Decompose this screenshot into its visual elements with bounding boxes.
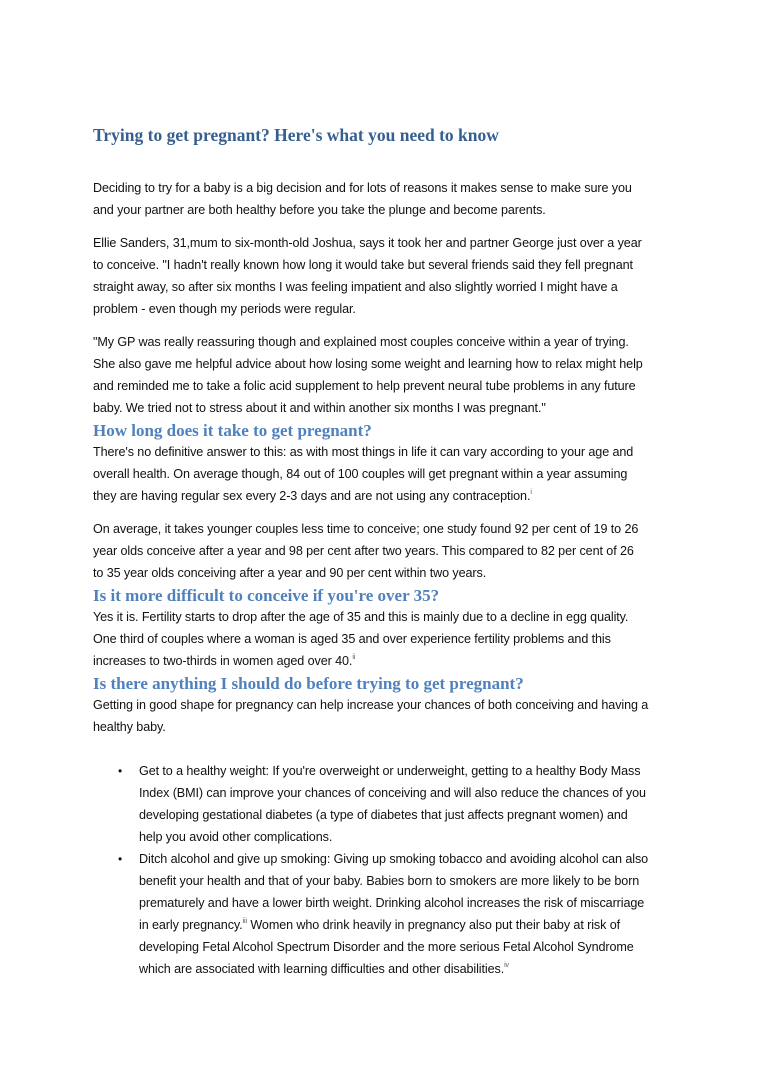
bullet-icon: • xyxy=(118,852,123,866)
list-item xyxy=(118,848,693,980)
text-line xyxy=(139,958,693,980)
line-text: There's no definitive answer to this: as with most things in life it can vary according to your age and xyxy=(93,445,634,459)
paragraph xyxy=(93,441,693,507)
line-text: and reminded me to take a folic acid supplement to help prevent neural tube problems in any future xyxy=(93,379,636,393)
text-line xyxy=(93,628,693,650)
text-line xyxy=(93,562,693,584)
paragraph xyxy=(93,232,693,320)
document-page xyxy=(93,124,693,980)
line-text: prematurely and have a lower birth weight. Drinking alcohol increases the risk of miscarriage xyxy=(139,896,645,910)
paragraph xyxy=(93,518,693,584)
footnote-reference: ii xyxy=(352,654,356,661)
text-line xyxy=(139,826,693,848)
text-line xyxy=(93,331,693,353)
footnote-reference: iv xyxy=(504,962,509,969)
footnote-reference: iii xyxy=(242,918,247,925)
text-line xyxy=(93,353,693,375)
text-line xyxy=(93,716,693,738)
bullet-icon: • xyxy=(118,764,123,778)
section-heading: Is it more difficult to conceive if you're over 35? xyxy=(93,586,440,605)
text-line xyxy=(93,463,693,485)
line-text: developing gestational diabetes (a type of diabetes that just affects pregnant women) and xyxy=(139,808,628,822)
document-body xyxy=(93,177,693,980)
line-text: On average, it takes younger couples less time to conceive; one study found 92 per cent of 19 to 26 xyxy=(93,522,639,536)
list-item xyxy=(118,760,693,848)
text-line xyxy=(139,936,693,958)
text-line xyxy=(139,892,693,914)
line-text: to 35 year olds conceiving after a year and 90 per cent within two years. xyxy=(93,566,487,580)
line-text: increases to two-thirds in women aged over 40. xyxy=(93,654,353,668)
text-line xyxy=(93,298,693,320)
text-line xyxy=(93,254,693,276)
line-text: benefit your health and that of your baby. Babies born to smokers are more likely to be born xyxy=(139,874,640,888)
line-text: Deciding to try for a baby is a big decision and for lots of reasons it makes sense to make sure you xyxy=(93,181,632,195)
line-text: which are associated with learning difficulties and other disabilities. xyxy=(139,962,505,976)
bullet-list xyxy=(93,760,693,980)
text-line xyxy=(139,760,693,782)
paragraph xyxy=(93,606,693,672)
text-line xyxy=(93,485,693,507)
line-text: straight away, so after six months I was feeling impatient and also slightly worried I might have a xyxy=(93,280,618,294)
text-line xyxy=(139,782,693,804)
section-heading: Is there anything I should do before trying to get pregnant? xyxy=(93,674,524,693)
line-text: problem - even though my periods were regular. xyxy=(93,302,356,316)
paragraph xyxy=(93,331,693,419)
section-heading: How long does it take to get pregnant? xyxy=(93,421,372,440)
text-line xyxy=(93,540,693,562)
text-line xyxy=(93,518,693,540)
document-title: Trying to get pregnant? Here's what you need to know xyxy=(93,125,499,145)
footnote-reference: i xyxy=(530,489,532,496)
text-line xyxy=(93,606,693,628)
line-text: year olds conceive after a year and 98 per cent after two years. This compared to 82 per cent of 26 xyxy=(93,544,634,558)
line-text: they are having regular sex every 2-3 days and are not using any contraception. xyxy=(93,489,531,503)
line-text: developing Fetal Alcohol Spectrum Disorder and the more serious Fetal Alcohol Syndrome xyxy=(139,940,634,954)
line-text: to conceive. "I hadn't really known how long it would take but several friends said they fell pregnant xyxy=(93,258,633,272)
line-text: Women who drink heavily in pregnancy also put their baby at risk of xyxy=(246,918,621,932)
text-line xyxy=(93,694,693,716)
line-text: Get to a healthy weight: If you're overweight or underweight, getting to a healthy Body Mass xyxy=(139,764,641,778)
text-line xyxy=(93,177,693,199)
text-line xyxy=(93,397,693,419)
line-text: help you avoid other complications. xyxy=(139,830,333,844)
text-line xyxy=(93,232,693,254)
line-text: "My GP was really reassuring though and explained most couples conceive within a year of trying. xyxy=(93,335,629,349)
text-line xyxy=(93,199,693,221)
line-text: Ellie Sanders, 31,mum to six-month-old Joshua, says it took her and partner George just over a year xyxy=(93,236,642,250)
line-text: baby. We tried not to stress about it and within another six months I was pregnant." xyxy=(93,401,546,415)
line-text: healthy baby. xyxy=(93,720,166,734)
line-text: Getting in good shape for pregnancy can help increase your chances of both conceiving and having a xyxy=(93,698,649,712)
text-line xyxy=(93,441,693,463)
text-line xyxy=(139,914,693,936)
line-text: Ditch alcohol and give up smoking: Giving up smoking tobacco and avoiding alcohol can also xyxy=(139,852,649,866)
text-line xyxy=(139,848,693,870)
text-line xyxy=(93,650,693,672)
line-text: One third of couples where a woman is aged 35 and over experience fertility problems and this xyxy=(93,632,611,646)
line-text: and your partner are both healthy before you take the plunge and become parents. xyxy=(93,203,546,217)
line-text: Index (BMI) can improve your chances of conceiving and will also reduce the chances of you xyxy=(139,786,646,800)
text-line xyxy=(93,276,693,298)
text-line xyxy=(139,804,693,826)
paragraph xyxy=(93,177,693,221)
line-text: in early pregnancy. xyxy=(139,918,243,932)
line-text: She also gave me helpful advice about how losing some weight and learning how to relax might help xyxy=(93,357,643,371)
line-text: overall health. On average though, 84 out of 100 couples will get pregnant within a year assuming xyxy=(93,467,628,481)
paragraph xyxy=(93,694,693,738)
line-text: Yes it is. Fertility starts to drop after the age of 35 and this is mainly due to a decline in egg quality. xyxy=(93,610,629,624)
text-line xyxy=(93,375,693,397)
text-line xyxy=(139,870,693,892)
